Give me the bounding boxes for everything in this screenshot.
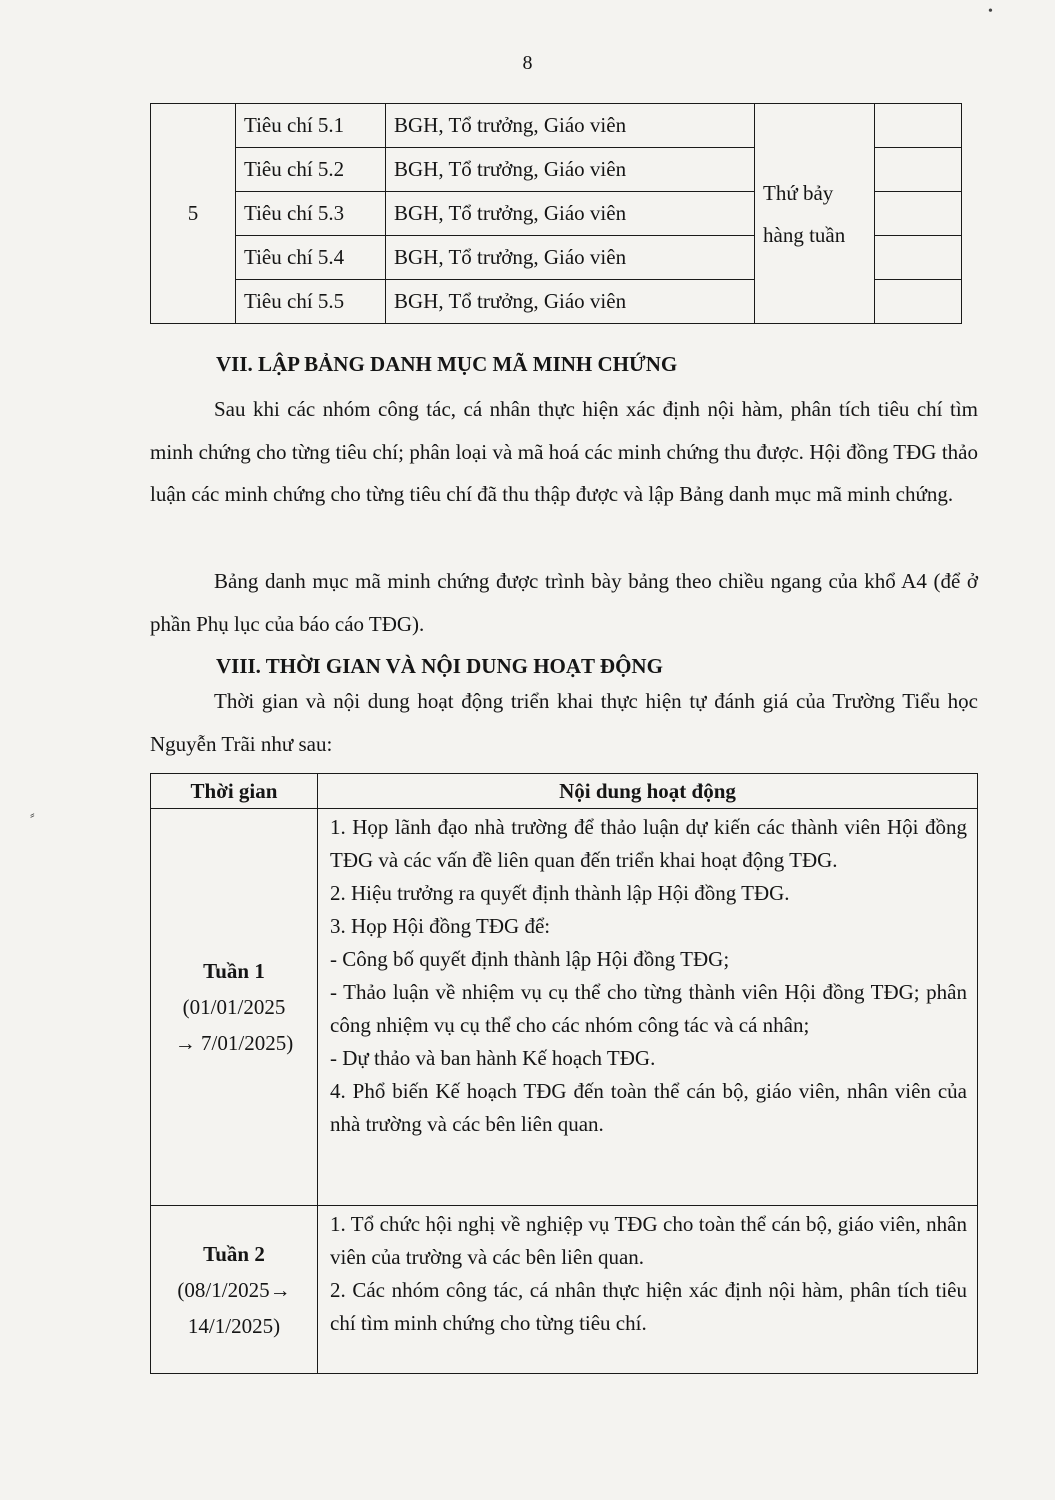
activity-item: 3. Họp Hội đồng TĐG để: xyxy=(330,914,551,938)
criteria-table xyxy=(150,103,962,324)
criterion-name: Tiêu chí 5.1 xyxy=(236,104,386,148)
criterion-mark xyxy=(875,148,962,192)
activity-item: 2. Các nhóm công tác, cá nhân thực hiện xác định nội hàm, phân tích tiêu chí tìm minh chứng cho từng tiêu chí. xyxy=(330,1278,967,1335)
activity-item: 1. Tổ chức hội nghị về nghiệp vụ TĐG cho toàn thể cán bộ, giáo viên, nhân viên của trường và các bên liên quan. xyxy=(330,1212,967,1269)
column-header-time: Thời gian xyxy=(151,774,318,809)
scan-speck: • xyxy=(988,4,993,19)
week-content-cell xyxy=(318,1206,978,1374)
section-8-intro: Thời gian và nội dung hoạt động triển khai thực hiện tự đánh giá của Trường Tiểu học Nguyễn Trãi như sau: xyxy=(150,689,978,756)
criterion-name: Tiêu chí 5.4 xyxy=(236,236,386,280)
week-label: Tuần 2 xyxy=(203,1241,265,1266)
week-content-cell xyxy=(318,809,978,1206)
column-header-content: Nội dung hoạt động xyxy=(318,774,978,809)
week-label: Tuần 1 xyxy=(203,959,265,983)
criterion-mark xyxy=(875,192,962,236)
criterion-mark xyxy=(875,104,962,148)
schedule-table xyxy=(150,773,978,1374)
table-row xyxy=(151,1206,978,1374)
section-7-paragraph-1: Sau khi các nhóm công tác, cá nhân thực hiện xác định nội hàm, phân tích tiêu chí tìm minh chứng cho từng tiêu chí; phân loại và mã hoá các minh chứng thu được. Hội đồng TĐG thảo luận các minh chứng cho từng tiêu chí đã thu thập được và lập Bảng danh mục mã minh chứng. xyxy=(150,397,978,506)
criterion-responsible: BGH, Tổ trưởng, Giáo viên xyxy=(386,148,755,192)
section-8-heading: VIII. THỜI GIAN VÀ NỘI DUNG HOẠT ĐỘNG xyxy=(216,654,663,678)
scan-speck: ⸗ xyxy=(30,808,35,823)
criterion-responsible: BGH, Tổ trưởng, Giáo viên xyxy=(386,104,755,148)
activity-item: - Dự thảo và ban hành Kế hoạch TĐG. xyxy=(330,1046,656,1070)
criterion-name: Tiêu chí 5.2 xyxy=(236,148,386,192)
section-7-paragraph-2: Bảng danh mục mã minh chứng được trình bày bảng theo chiều ngang của khổ A4 (để ở phần Phụ lục của báo cáo TĐG). xyxy=(150,569,978,636)
week-range-start: (08/1/2025→ xyxy=(177,1277,291,1302)
criterion-mark xyxy=(875,280,962,324)
week-range-end: → 7/01/2025) xyxy=(174,1031,294,1055)
activity-item: 2. Hiệu trưởng ra quyết định thành lập Hội đồng TĐG. xyxy=(330,881,790,905)
table-row xyxy=(151,809,978,1206)
criterion-name: Tiêu chí 5.5 xyxy=(236,280,386,324)
activity-item: - Thảo luận về nhiệm vụ cụ thể cho từng thành viên Hội đồng TĐG; phân công nhiệm vụ cụ thể cho các nhóm công tác và cá nhân; xyxy=(330,980,967,1037)
table-row xyxy=(151,104,962,148)
page-number: 8 xyxy=(522,52,533,74)
criteria-time-text: Thứ bảy hàng tuần xyxy=(763,180,846,247)
week-range-start: (01/01/2025 xyxy=(182,995,286,1019)
week-range-end: 14/1/2025) xyxy=(187,1313,281,1338)
criterion-responsible: BGH, Tổ trưởng, Giáo viên xyxy=(386,236,755,280)
criteria-time xyxy=(755,104,875,324)
table-header-row xyxy=(151,774,978,809)
activity-item: 4. Phổ biến Kế hoạch TĐG đến toàn thể cán bộ, giáo viên, nhân viên của nhà trường và các bên liên quan. xyxy=(330,1079,967,1136)
criteria-group-number: 5 xyxy=(151,104,236,324)
week-time-cell xyxy=(151,809,318,1206)
activity-item: - Công bố quyết định thành lập Hội đồng TĐG; xyxy=(330,947,730,971)
activity-item: 1. Họp lãnh đạo nhà trường để thảo luận dự kiến các thành viên Hội đồng TĐG và các vấn đề liên quan đến triển khai hoạt động TĐG. xyxy=(330,815,967,872)
week-time-cell xyxy=(151,1206,318,1374)
criterion-responsible: BGH, Tổ trưởng, Giáo viên xyxy=(386,192,755,236)
criterion-mark xyxy=(875,236,962,280)
criterion-responsible: BGH, Tổ trưởng, Giáo viên xyxy=(386,280,755,324)
criterion-name: Tiêu chí 5.3 xyxy=(236,192,386,236)
section-7-heading: VII. LẬP BẢNG DANH MỤC MÃ MINH CHỨNG xyxy=(216,352,678,376)
